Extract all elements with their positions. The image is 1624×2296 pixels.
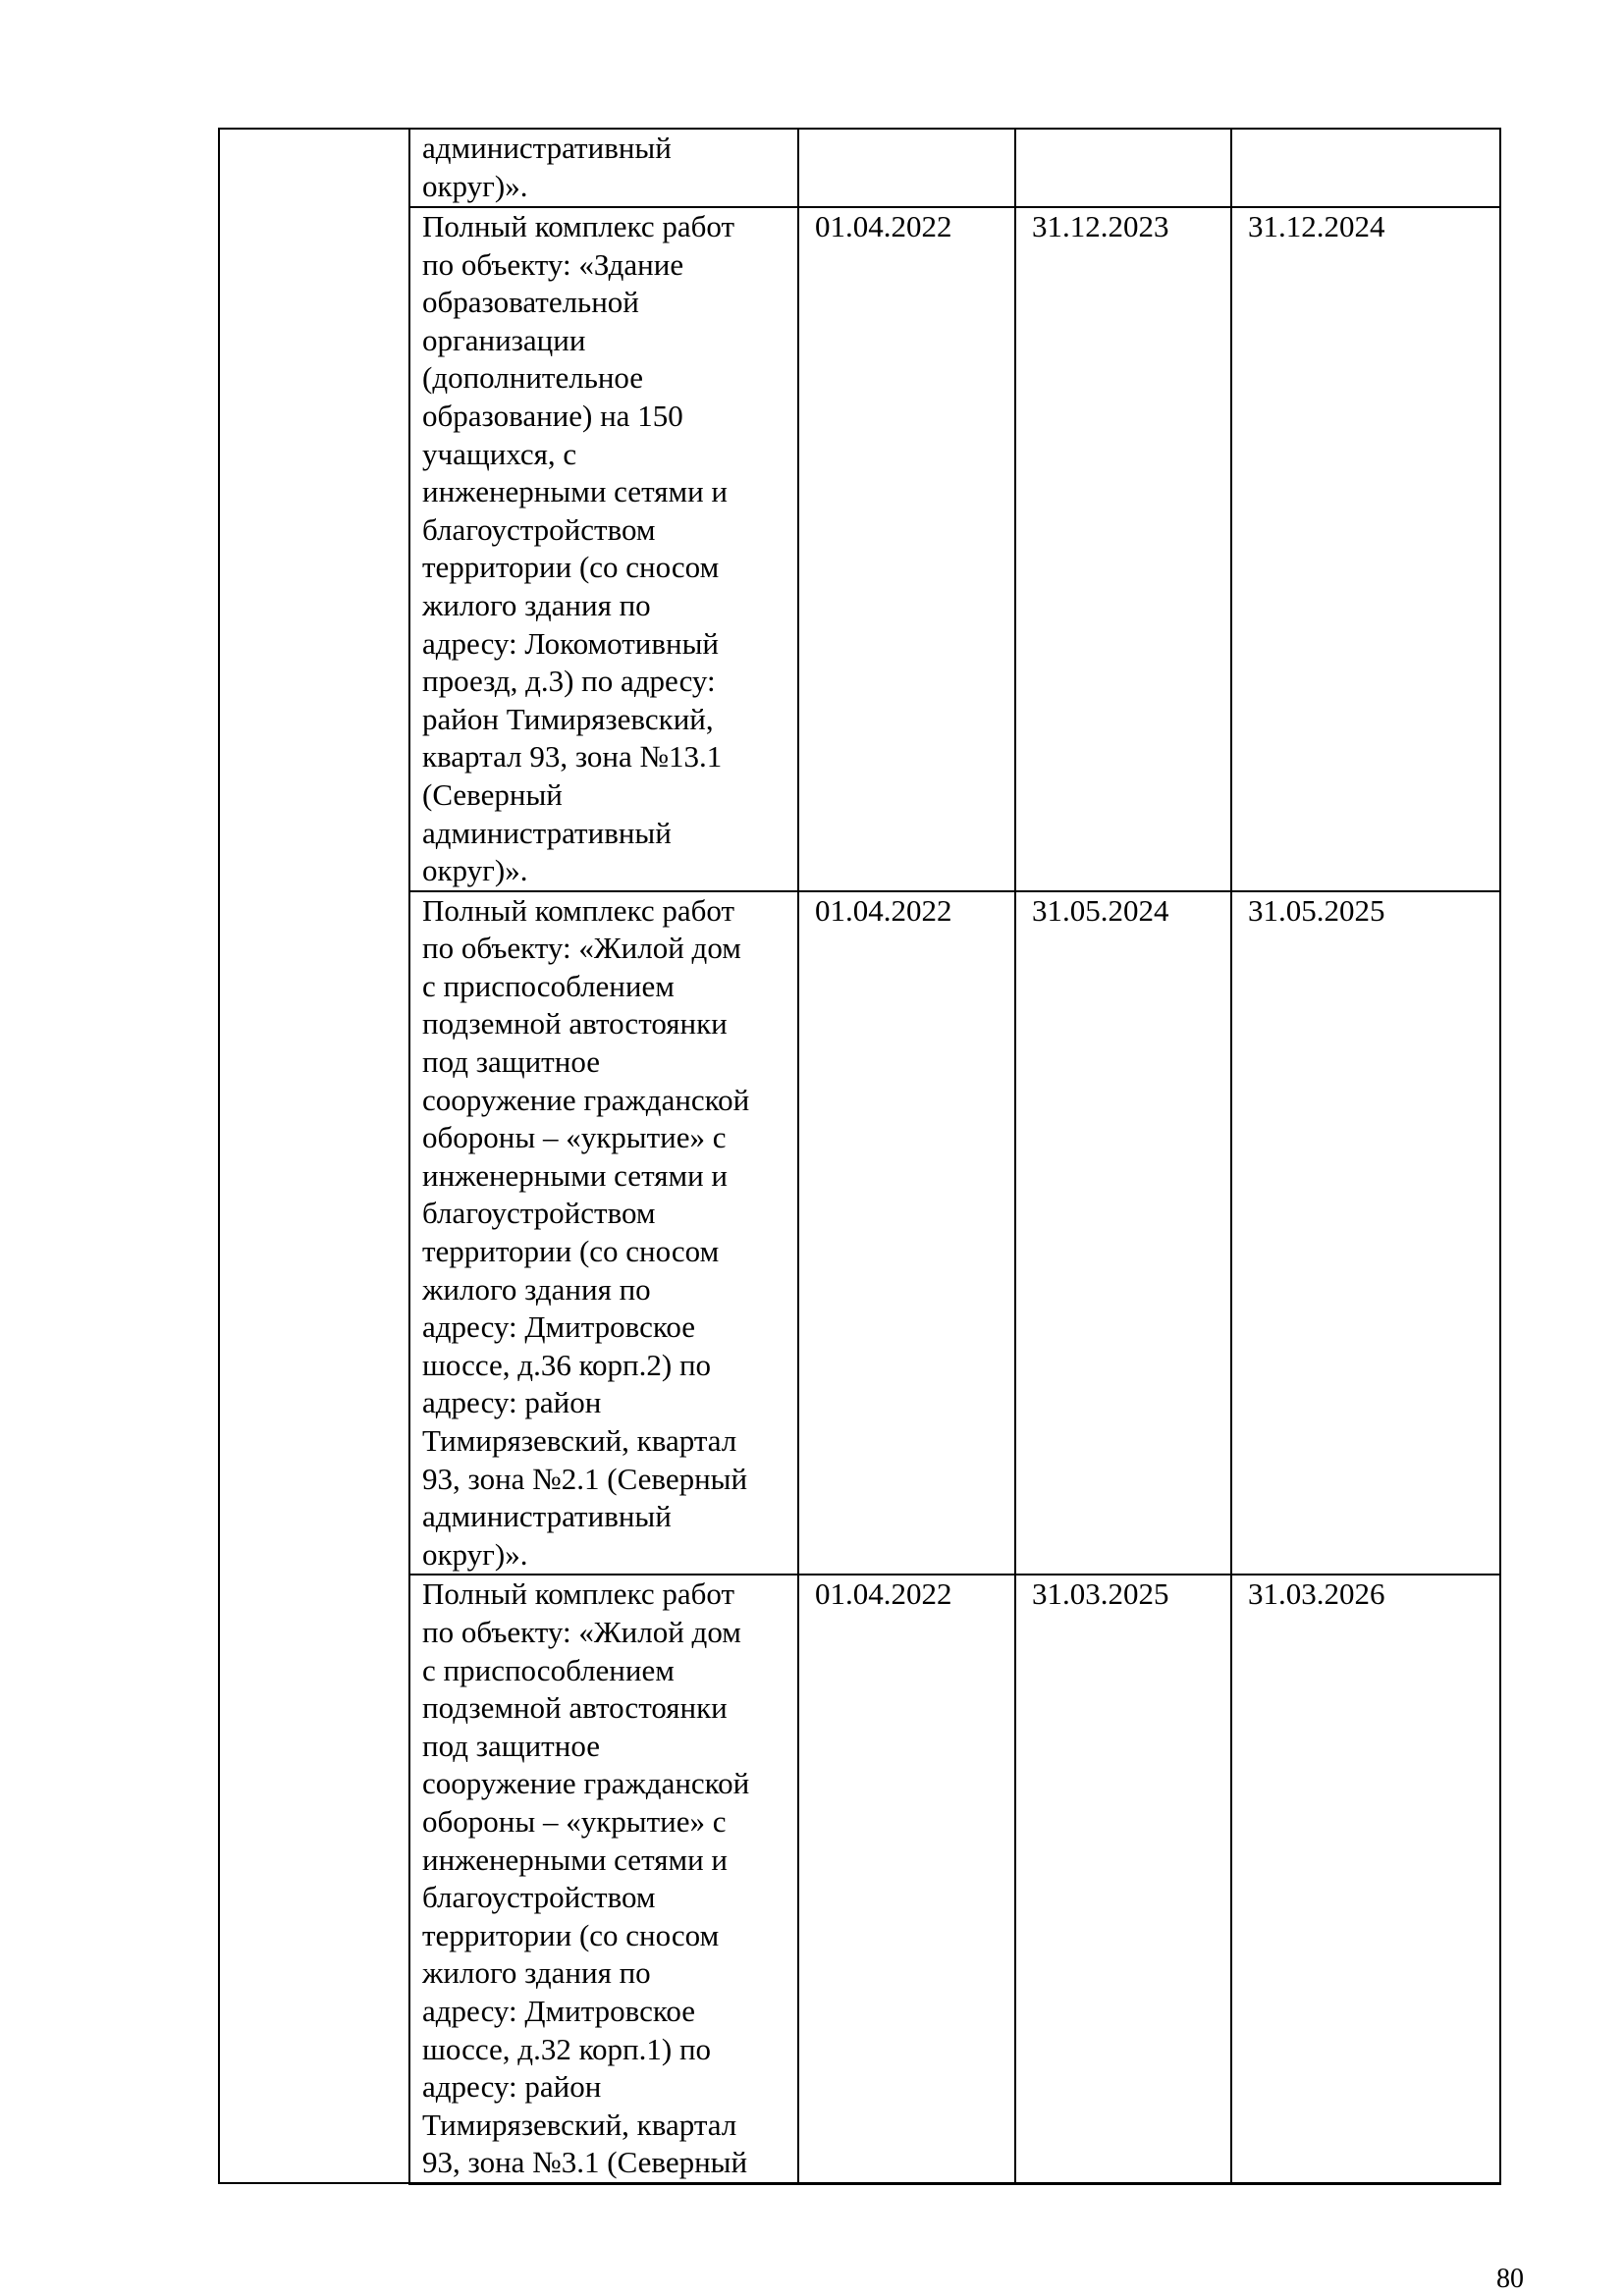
commissioning-date-cell [1231, 129, 1500, 207]
description-text: Полный комплекс работ по объекту: «Здание образовательной организации (дополнительное образование) на 150 учащихся, с инженерными сетями и благоустройством территории (со сносом жилого здания по адресу: Локомотивный проезд, д.3) по адресу: район Тимирязевский, квартал 93, зона №13.1 (Северный административный округ)». [422, 209, 735, 888]
start-date-text: 01.04.2022 [815, 209, 952, 243]
end-date-cell [1015, 129, 1231, 207]
table-row [219, 891, 1500, 1575]
page-number: 80 [1496, 2264, 1524, 2294]
commissioning-date-cell [1231, 207, 1500, 891]
start-date-cell [798, 207, 1015, 891]
start-date-cell [798, 1575, 1015, 2183]
table-row [219, 207, 1500, 891]
end-date-text: 31.05.2024 [1032, 892, 1169, 928]
commissioning-date-text: 31.03.2026 [1248, 1576, 1385, 1612]
end-date-text: 31.12.2023 [1032, 209, 1169, 243]
table-row [219, 129, 1500, 207]
start-date-cell [798, 129, 1015, 207]
end-date-cell [1015, 207, 1231, 891]
description-text: административный округ)». [422, 131, 672, 203]
start-date-cell [798, 891, 1015, 1575]
commissioning-date-cell [1231, 1575, 1500, 2183]
description-cell [409, 891, 798, 1575]
commissioning-date-text: 31.05.2025 [1248, 892, 1385, 928]
commissioning-date-cell [1231, 891, 1500, 1575]
description-cell [409, 207, 798, 891]
start-date-text: 01.04.2022 [815, 1576, 952, 1612]
table-row [219, 1575, 1500, 2183]
end-date-cell [1015, 1575, 1231, 2183]
description-cell [409, 1575, 798, 2183]
description-text: Полный комплекс работ по объекту: «Жилой дом с приспособлением подземной автостоянки под защитное сооружение гражданской обороны – «укрытие» с инженерными сетями и благоустройством территории (со сносом жилого здания по адресу: Дмитровское шоссе, д.36 корп.2) по адресу: район Тимирязевский, квартал 93, зона №2.1 (Северный административный округ)». [422, 892, 750, 1572]
commissioning-date-text: 31.12.2024 [1248, 209, 1385, 243]
end-date-text: 31.03.2025 [1032, 1576, 1169, 1612]
merged-empty-cell [219, 129, 409, 2183]
start-date-text: 01.04.2022 [815, 892, 952, 928]
description-cell [409, 129, 798, 207]
description-text: Полный комплекс работ по объекту: «Жилой дом с приспособлением подземной автостоянки под защитное сооружение гражданской обороны – «укрытие» с инженерными сетями и благоустройством территории (со сносом жилого здания по адресу: Дмитровское шоссе, д.32 корп.1) по адресу: район Тимирязевский, квартал 93, зона №3.1 (Северный [422, 1576, 750, 2180]
end-date-cell [1015, 891, 1231, 1575]
schedule-table [218, 128, 1501, 2185]
